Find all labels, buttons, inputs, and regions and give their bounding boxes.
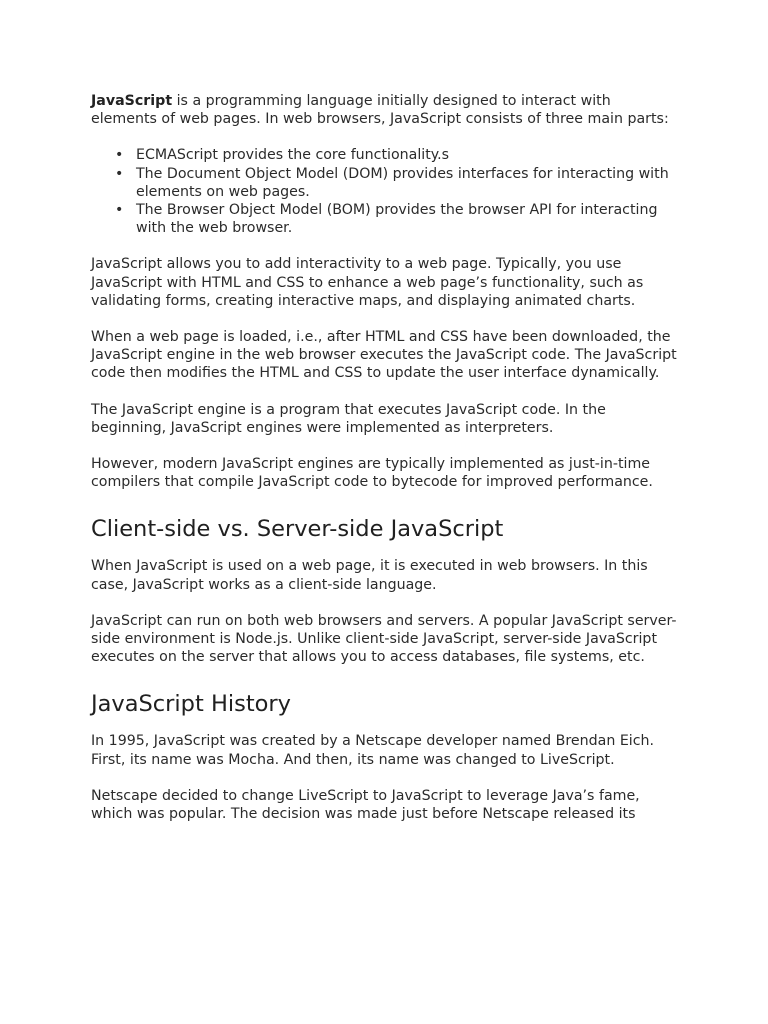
paragraph-jit-compilers: However, modern JavaScript engines are typically implemented as just-in-time compilers that compile JavaScript code to bytecode for improved performance.: [91, 456, 653, 491]
paragraph-server-side: JavaScript can run on both web browsers and servers. A popular JavaScript server-side environment is Node.js. Unlike client-side JavaScript, server-side JavaScript executes on the server that allows you to access databases, file systems, etc.: [91, 612, 677, 666]
list-item: [115, 146, 680, 164]
list-item: [115, 165, 680, 201]
paragraph-history-origin: In 1995, JavaScript was created by a Netscape developer named Brendan Eich. First, its name was Mocha. And then, its name was changed to LiveScript.: [91, 733, 655, 768]
paragraph-engine-definition: The JavaScript engine is a program that executes JavaScript code. In the beginning, JavaScript engines were implemented as interpreters.: [91, 401, 606, 436]
bullet-icon: •: [115, 202, 124, 219]
bullet-icon: •: [115, 165, 124, 182]
list-item-text: The Document Object Model (DOM) provides interfaces for interacting with elements on web pages.: [136, 165, 669, 200]
section-heading-client-server: Client-side vs. Server-side JavaScript: [91, 516, 504, 543]
list-item-text: ECMAScript provides the core functionality.s: [136, 147, 450, 164]
paragraph-client-side: When JavaScript is used on a web page, it is executed in web browsers. In this case, JavaScript works as a client-side language.: [91, 558, 648, 593]
intro-term: JavaScript: [91, 93, 173, 109]
section-heading-history: JavaScript History: [91, 691, 291, 718]
intro-paragraph: [91, 92, 680, 128]
paragraph-interactivity: JavaScript allows you to add interactivity to a web page. Typically, you use JavaScript with HTML and CSS to enhance a web page’s functionality, such as validating forms, creating interactive maps, and displaying animated charts.: [91, 256, 644, 309]
paragraph-history-rename: Netscape decided to change LiveScript to JavaScript to leverage Java’s fame, which was popular. The decision was made just before Netscape released its: [91, 787, 640, 823]
paragraph-engine-execution: When a web page is loaded, i.e., after HTML and CSS have been downloaded, the JavaScript engine in the web browser executes the JavaScript code. The JavaScript code then modifies the HTML and CSS to update the user interface dynamically.: [91, 329, 677, 382]
intro-text: is a programming language initially designed to interact with elements of web pages. In web browsers, JavaScript consists of three main parts:: [91, 93, 669, 128]
bullet-icon: •: [115, 147, 124, 164]
list-item: [115, 201, 680, 237]
parts-list: [91, 146, 680, 237]
list-item-text: The Browser Object Model (BOM) provides the browser API for interacting with the web browser.: [136, 202, 658, 237]
